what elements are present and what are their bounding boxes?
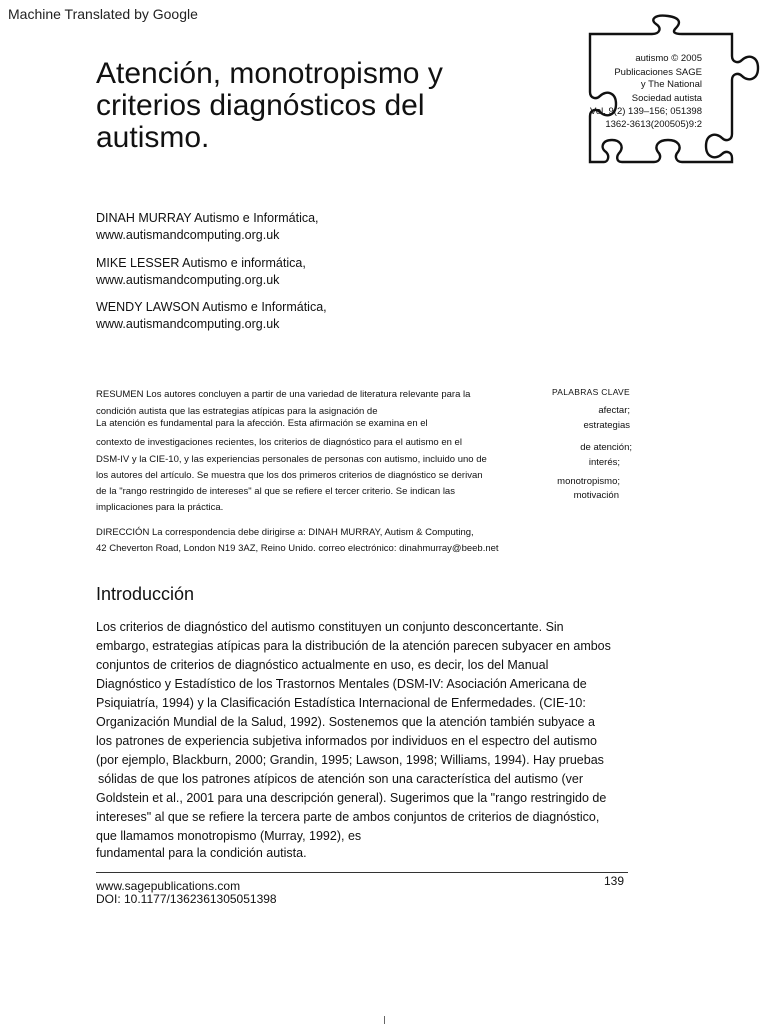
title-line: criterios diagnósticos del (96, 89, 425, 122)
body-line: Los criterios de diagnóstico del autismo constituyen un conjunto desconcertante. Sin (96, 620, 564, 634)
author-website[interactable]: www.autismandcomputing.org.uk (96, 228, 280, 242)
page-edge-mark (384, 1016, 385, 1024)
correspondence-address: DIRECCIÓN La correspondencia debe dirigirse a: DINAH MURRAY, Autism & Computing, (96, 527, 474, 538)
machine-translation-banner: Machine Translated by Google (8, 6, 198, 22)
body-line: Goldstein et al., 2001 para una descripción general). Sugerimos que la "rango restringido de (96, 791, 607, 805)
article-title (96, 58, 536, 154)
abstract-line: contexto de investigaciones recientes, los criterios de diagnóstico para el autismo en el (96, 437, 462, 448)
author-name-affiliation: DINAH MURRAY Autismo e Informática, (96, 211, 319, 225)
journal-puzzle-logo (564, 10, 764, 170)
abstract-line: implicaciones para la práctica. (96, 502, 224, 513)
abstract-line: DSM-IV y la CIE-10, y las experiencias personales de personas con autismo, incluido uno de (96, 454, 487, 465)
body-line: (por ejemplo, Blackburn, 2000; Grandin, 1995; Lawson, 1998; Williams, 1994). Hay pruebas (96, 753, 604, 767)
body-line: Diagnóstico y Estadístico de los Trastornos Mentales (DSM-IV: Asociación Americana de (96, 677, 587, 691)
body-line: embargo, estrategias atípicas para la distribución de la atención parecen subyacer en ambos (96, 639, 611, 653)
keyword: estrategias (583, 420, 630, 431)
author-name-affiliation: WENDY LAWSON Autismo e Informática, (96, 300, 327, 314)
correspondence-address: 42 Cheverton Road, London N19 3AZ, Reino Unido. correo electrónico: dinahmurray@beeb.net (96, 543, 499, 554)
author-name-affiliation: MIKE LESSER Autismo e informática, (96, 256, 306, 270)
journal-issn: 1362-3613(200505)9:2 (605, 119, 702, 130)
body-line: Psiquiatría, 1994) y la Clasificación Estadística Internacional de Enfermedades. (CIE-10: (96, 696, 586, 710)
abstract-line: La atención es fundamental para la afección. Esta afirmación se examina en el (96, 418, 428, 429)
journal-publisher: Publicaciones SAGE (614, 67, 702, 78)
keyword: monotropismo; (557, 476, 620, 487)
keyword: afectar; (598, 405, 630, 416)
author-block (96, 299, 327, 333)
section-heading: Introducción (96, 584, 195, 604)
keyword: motivación (573, 490, 619, 501)
footer-rule (96, 872, 628, 873)
keywords-heading: PALABRAS CLAVE (551, 387, 630, 397)
author-website[interactable]: www.autismandcomputing.org.uk (96, 317, 280, 331)
doi[interactable]: DOI: 10.1177/1362361305051398 (96, 892, 277, 906)
body-line: fundamental para la condición autista. (96, 846, 307, 860)
author-website[interactable]: www.autismandcomputing.org.uk (96, 273, 280, 287)
author-block (96, 210, 319, 244)
body-line: intereses" al que se refiere la tercera parte de ambos conjuntos de criterios de diagnóstico, (96, 810, 600, 824)
publisher-url[interactable]: www.sagepublications.com (96, 879, 241, 893)
body-line: conjuntos de criterios de diagnóstico actualmente en uso, es decir, los del Manual (96, 658, 549, 672)
body-line: sólidas de que los patrones atípicos de atención son una característica del autismo (ver (98, 772, 583, 786)
body-line: los patrones de experiencia subjetiva informados por individuos en el espectro del autismo (96, 734, 597, 748)
journal-copyright: autismo © 2005 (635, 53, 702, 64)
abstract-line: los autores del artículo. Se muestra que los dos primeros criterios de diagnóstico se derivan (96, 470, 483, 481)
keyword: de atención; (580, 442, 632, 453)
journal-society: Sociedad autista (631, 93, 702, 104)
keyword: interés; (588, 457, 620, 468)
title-line: Atención, monotropismo y (96, 57, 443, 90)
journal-partner: y The National (640, 79, 702, 90)
abstract-line: de la "rango restringido de intereses" al que se refiere el tercer criterio. Se indican las (96, 486, 455, 497)
page-number: 139 (604, 874, 625, 888)
body-line: Organización Mundial de la Salud, 1992). Sostenemos que la atención también subyace a (96, 715, 595, 729)
journal-volume: Vol. 9(2) 139–156; 051398 (590, 106, 702, 117)
author-block (96, 255, 306, 289)
body-line: que llamamos monotropismo (Murray, 1992), es (96, 829, 362, 843)
abstract-line: condición autista que las estrategias atípicas para la asignación de (96, 406, 378, 417)
abstract-line: RESUMEN Los autores concluyen a partir de una variedad de literatura relevante para la (96, 389, 471, 400)
title-line: autismo. (96, 121, 210, 154)
